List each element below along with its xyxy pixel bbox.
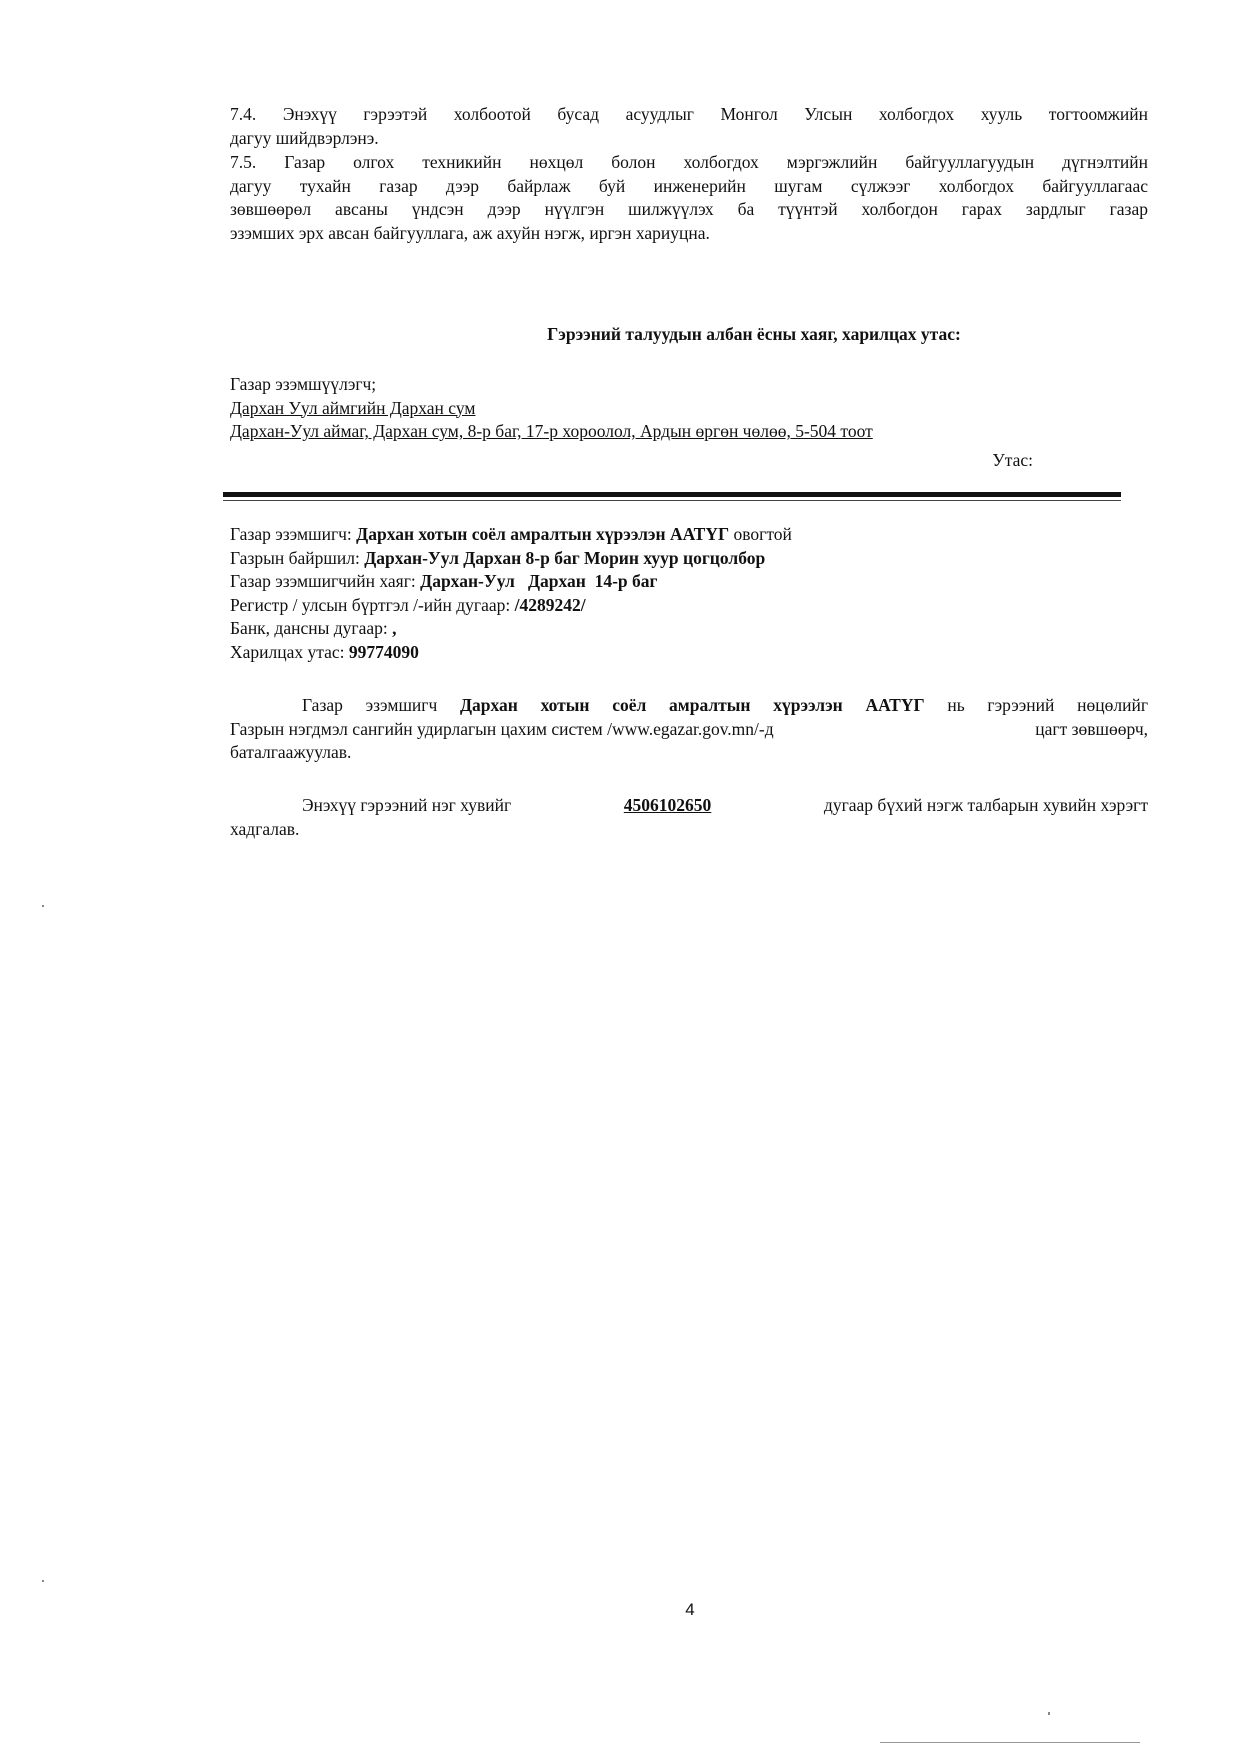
holder-address-value: Дархан-Уул Дархан 14-р баг	[420, 571, 658, 592]
grantor-address: Дархан-Уул аймаг, Дархан сум, 8-р баг, 17-р хороолол, Ардын өргөн чөлөө, 5-504 тоот	[230, 421, 873, 442]
grantor-block	[230, 373, 1148, 444]
holder-address-label: Газар эзэмшигчийн хаяг:	[230, 571, 421, 592]
copy-note-paragraph	[230, 794, 1148, 841]
register-label: Регистр / улсын бүртгэл /-ийн дугаар:	[230, 594, 515, 615]
bank-label: Банк, дансны дугаар:	[230, 618, 393, 639]
holder-suffix: овогтой	[729, 524, 792, 544]
scan-edge-mark	[880, 1742, 1140, 1743]
clause-7-5-line-1: 7.5. Газар олгох техникийн нөхцөл болон холбогдох мэргэжлийн байгууллагуудын дүгнэлтийн	[230, 152, 1148, 172]
phone-line	[230, 641, 1148, 665]
copy-note-line-1	[230, 794, 1148, 818]
contacts-heading: Гэрээний талуудын албан ёсны хаяг, харилцах утас:	[547, 324, 961, 344]
confirmation-system-text: Газрын нэгдмэл сангийн удирлагын цахим систем /www.egazar.gov.mn/-д	[230, 718, 774, 739]
clause-7-4-line-2: дагуу шийдвэрлэнэ.	[230, 127, 379, 148]
clause-7-4	[230, 103, 1148, 150]
confirmation-paragraph	[230, 694, 1148, 765]
scan-speck	[42, 1580, 44, 1582]
register-line	[230, 594, 1148, 618]
confirmation-line-1	[230, 694, 1148, 718]
bank-line	[230, 617, 1148, 641]
holder-address-line	[230, 570, 1148, 594]
location-line	[230, 547, 1148, 571]
location-label: Газрын байршил:	[230, 547, 365, 568]
copy-note-suffix: дугаар бүхий нэгж талбарын хувийн хэрэгт	[823, 795, 1148, 815]
parcel-number: 4506102650	[623, 795, 712, 815]
copy-note-prefix: Энэхүү гэрээний нэг хувийг	[302, 795, 512, 815]
divider-thin	[223, 500, 1121, 501]
scan-speck	[42, 905, 44, 907]
confirmation-approved-text: цагт зөвшөөрч,	[1035, 718, 1148, 739]
phone-value: 99774090	[348, 641, 419, 662]
clause-7-4-line-1: 7.4. Энэхүү гэрээтэй холбоотой бусад асуудлыг Монгол Улсын холбогдох хууль тогтоомжийн	[230, 104, 1148, 124]
grantor-phone-label: Утас:	[992, 450, 1033, 470]
holder-line	[230, 523, 1148, 547]
confirmation-prefix: Газар эзэмшигч	[302, 695, 460, 715]
holder-label: Газар эзэмшигч:	[230, 524, 357, 544]
clause-7-5	[230, 151, 1148, 245]
clause-7-5-line-2: дагуу тухайн газар дээр байрлаж буй инженерийн шугам сүлжээг холбогдох байгууллагаас	[230, 175, 1148, 196]
phone-label: Харилцах утас:	[230, 641, 349, 662]
holder-block	[230, 523, 1148, 665]
confirmation-line-2	[230, 718, 1148, 742]
copy-note-line-2: хадгалав.	[230, 818, 300, 839]
clause-7-5-line-4: эзэмших эрх авсан байгууллага, аж ахуйн нэгж, иргэн хариуцна.	[230, 222, 710, 243]
page-number: 4	[685, 1600, 695, 1619]
confirmation-mid: нь гэрээний нөцөлийг	[924, 695, 1148, 715]
location-value: Дархан-Уул Дархан 8-р баг Морин хуур цогцолбор	[364, 547, 766, 568]
scan-speck	[1048, 1712, 1050, 1715]
bank-value: ,	[392, 618, 397, 639]
confirmation-line-3: баталгаажуулав.	[230, 742, 352, 763]
holder-name: Дархан хотын соёл амралтын хүрээлэн ААТҮГ	[356, 524, 730, 544]
confirmation-holder-name: Дархан хотын соёл амралтын хүрээлэн ААТҮГ	[459, 695, 925, 715]
grantor-name: Дархан Уул аймгийн Дархан сум	[230, 397, 476, 418]
register-value: /4289242/	[514, 594, 586, 615]
divider-thick	[223, 492, 1121, 497]
clause-7-5-line-3: зөвшөөрөл авсаны үндсэн дээр нүүлгэн шилжүүлэх ба түүнтэй холбогдон гарах зардлыг газар	[230, 199, 1148, 220]
grantor-label: Газар эзэмшүүлэгч;	[230, 374, 377, 394]
